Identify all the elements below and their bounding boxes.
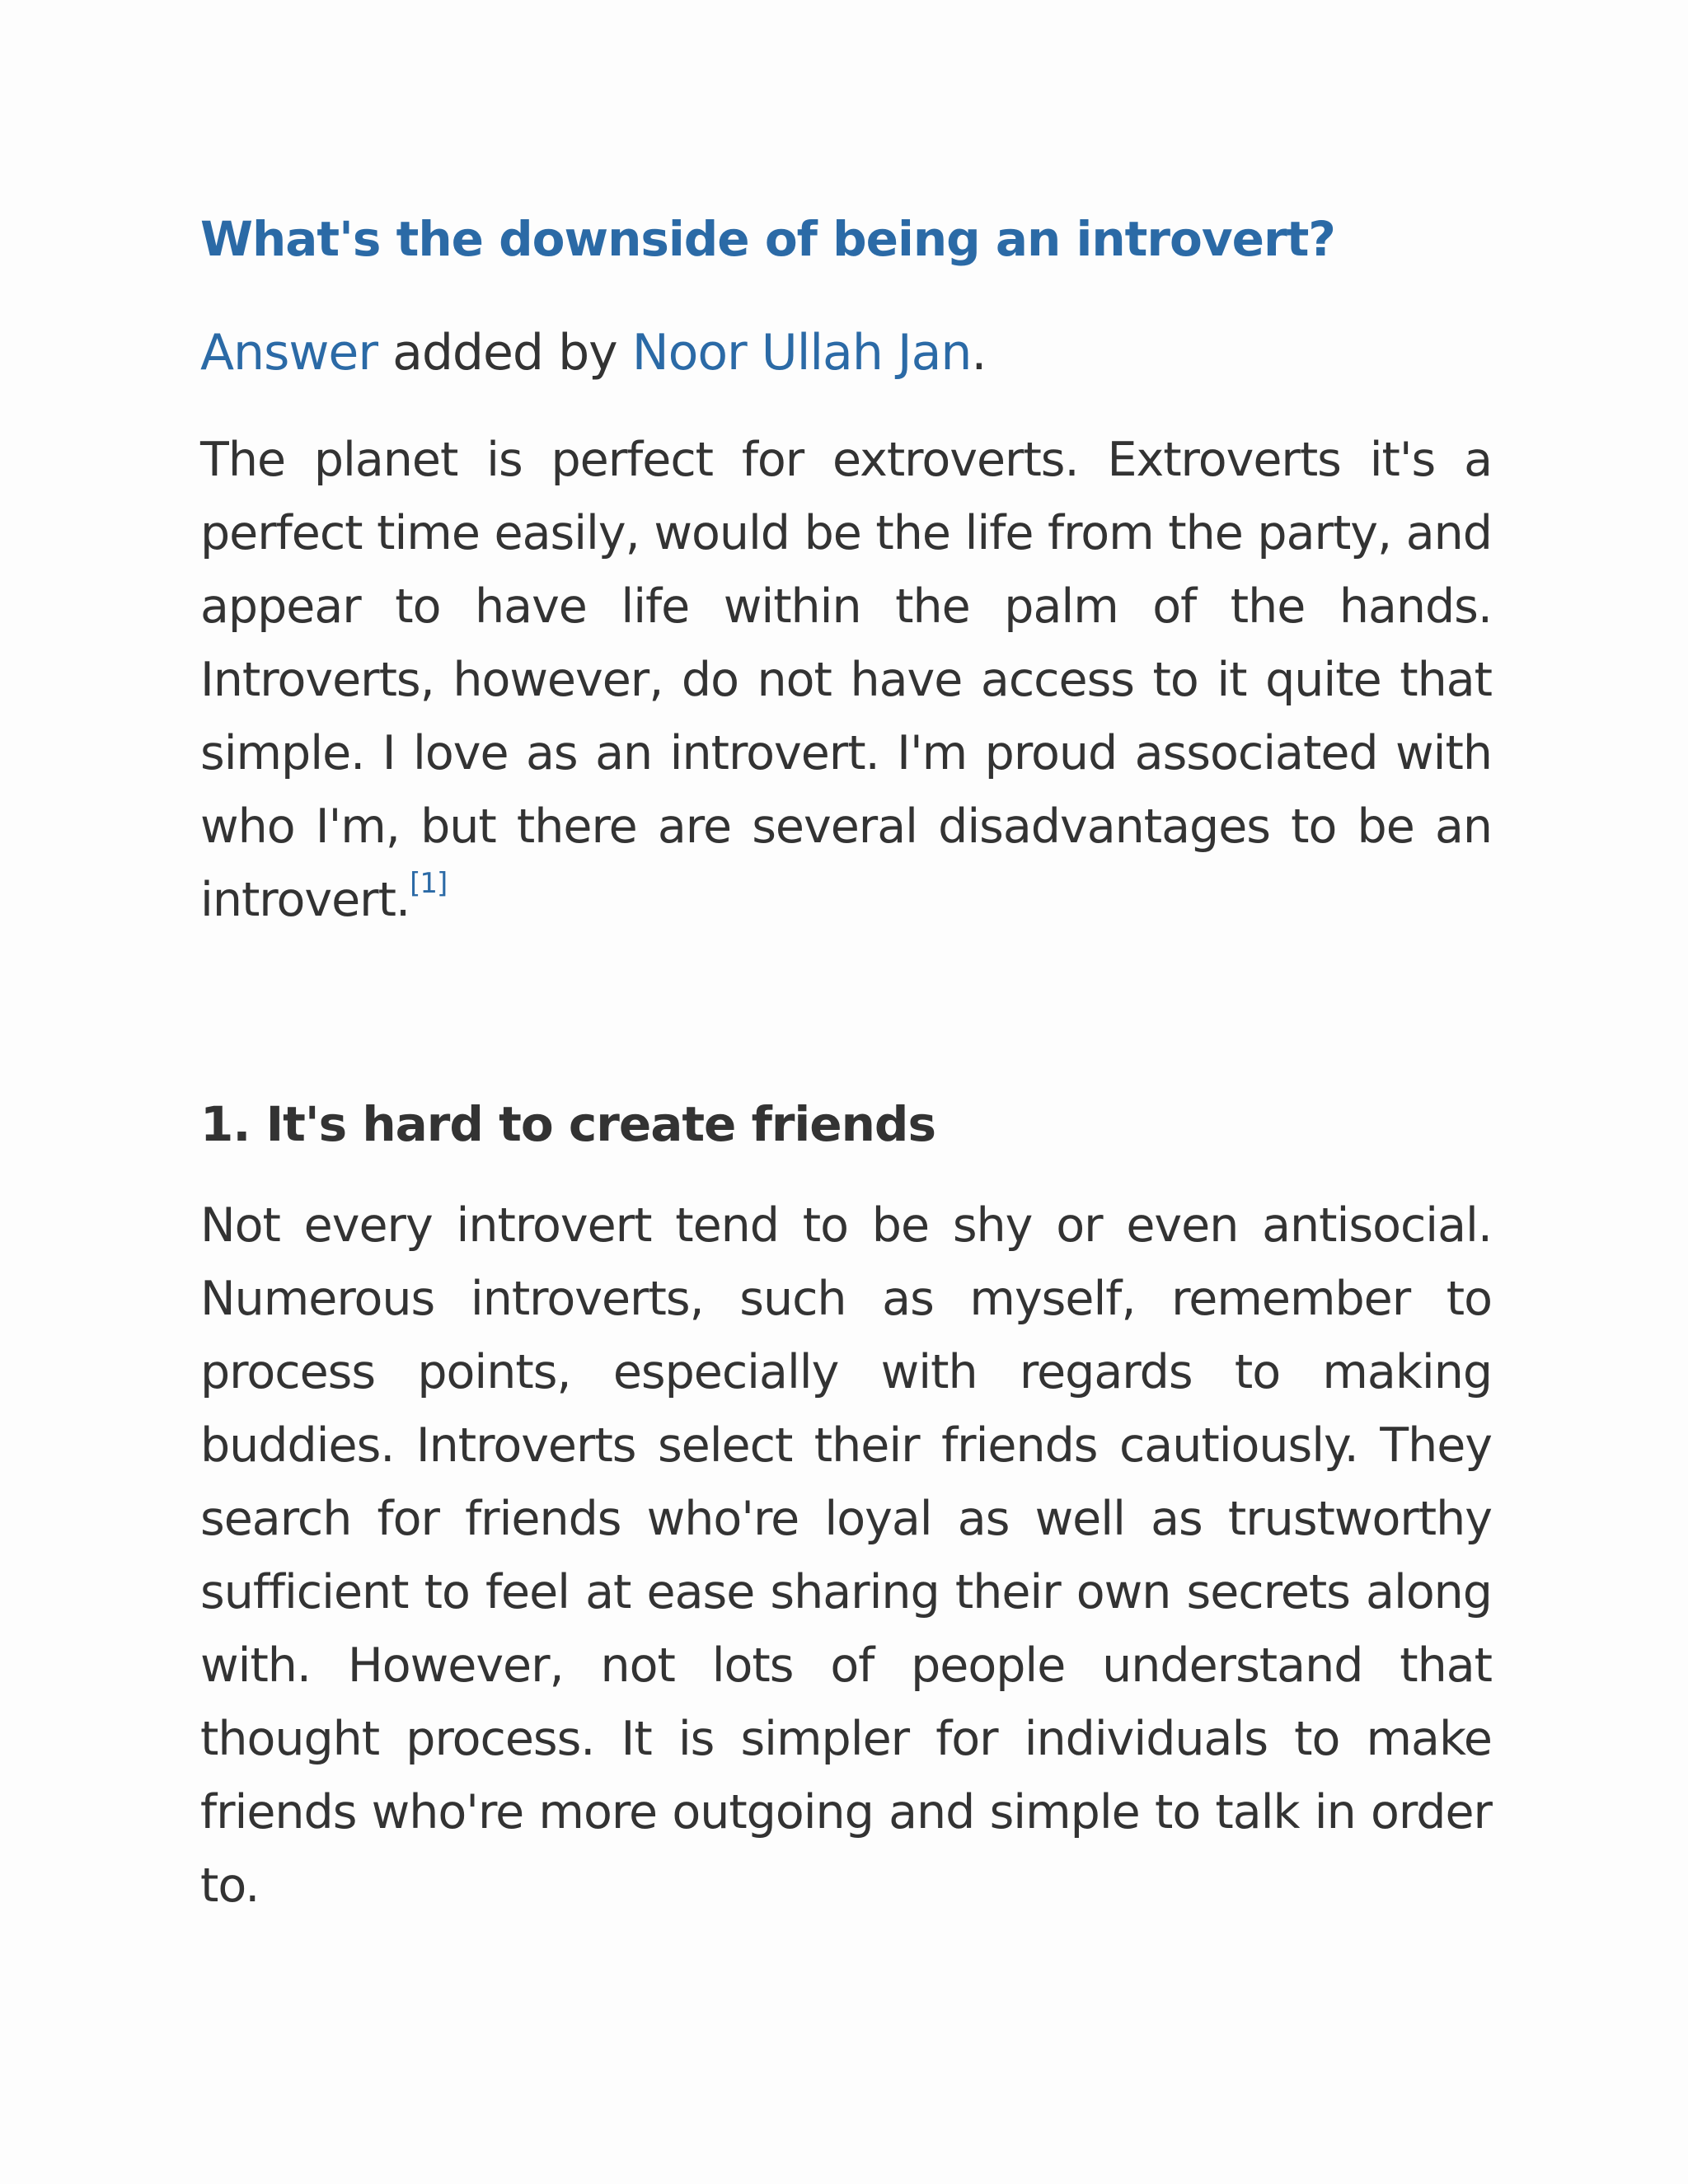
section-heading: 1. It's hard to create friends	[200, 1096, 935, 1152]
byline-end-text: .	[971, 324, 987, 382]
section-paragraph: Not every introvert tend to be shy or even antisocial. Numerous introverts, such as myself, remember to process points, especially with regards to making buddies. Introverts select their friends cautiously. They search for friends who're loyal as well as trustworthy sufficient to feel at ease sharing their own secrets along with. However, not lots of people understand that thought process. It is simpler for individuals to make friends who're more outgoing and simple to talk in order to.	[200, 1198, 1492, 1913]
answer-byline	[200, 313, 986, 392]
intro-text: The planet is perfect for extroverts. Extroverts it's a perfect time easily, would be the life from the party, and appear to have life within the palm of the hands. Introverts, however, do not have access to it quite that simple. I love as an introvert. I'm proud associated with who I'm, but there are several disadvantages to be an introvert.	[200, 433, 1492, 927]
intro-paragraph	[200, 424, 1492, 937]
citation-link[interactable]: [1]	[410, 867, 448, 900]
byline-middle-text: added by	[377, 324, 632, 382]
answer-link[interactable]: Answer	[200, 324, 377, 382]
author-link[interactable]: Noor Ullah Jan	[631, 324, 972, 382]
question-title: What's the downside of being an introvert?	[200, 211, 1335, 267]
